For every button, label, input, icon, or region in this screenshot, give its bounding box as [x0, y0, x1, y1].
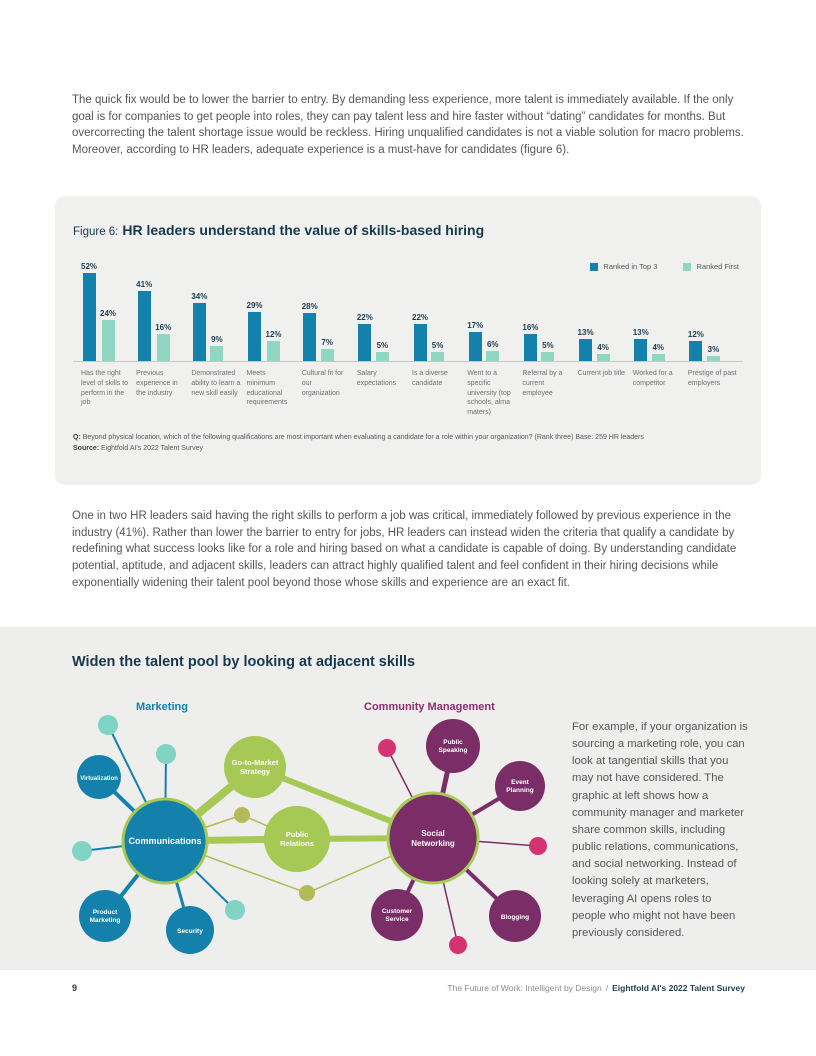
public-speaking-node [426, 719, 480, 773]
bar-group [81, 262, 136, 361]
bar [541, 352, 554, 361]
bar [707, 356, 720, 361]
bar-chart-categories [73, 369, 743, 418]
bar-chart [73, 250, 743, 362]
bar-value-label: 16% [522, 323, 539, 332]
marketing-group-label: Marketing [136, 701, 188, 713]
bar-group [412, 313, 467, 361]
bar-value-label: 5% [431, 341, 444, 350]
legend-label: Ranked First [696, 262, 739, 271]
bar-value-label: 29% [246, 301, 263, 310]
bar-value-label: 3% [707, 345, 720, 354]
bar-value-label: 52% [81, 262, 98, 271]
event-planning-node [495, 761, 545, 811]
bar-group [191, 292, 246, 361]
bar-category-label: Went to a specific university (top schools, alma maters) [467, 370, 511, 417]
figure-heading [55, 196, 761, 240]
bar-value-label: 7% [321, 338, 333, 347]
bar-category-label: Prestige of past employers [687, 370, 737, 387]
public-relations-label: Public [285, 830, 309, 839]
teal-dot [156, 744, 176, 764]
figure-source: Source: Eightfold AI's 2022 Talent Survey [73, 445, 204, 453]
bar [689, 341, 702, 361]
go-to-market-label: Strategy [239, 767, 271, 776]
bar-value-label: 13% [577, 328, 594, 337]
customer-service-node [371, 889, 423, 941]
bar-value-label: 34% [191, 292, 208, 301]
bar [83, 273, 96, 361]
bar [579, 339, 592, 361]
footer-separator: / [605, 983, 609, 993]
social-networking-label: Networking [411, 839, 455, 848]
security-label: Security [177, 928, 203, 935]
bar [414, 324, 427, 361]
analysis-paragraph: One in two HR leaders said having the right skills to perform a job was critical, immediately followed by previous experience in the industry (41%). Rather than lower the barrier to entry for jobs, HR leaders can instead widen the criteria that qualify a candidate by redefining what success looks like for a role and hiring based on what a candidate is capable of doing. By understanding candidate potential, aptitude, and adjacent skills, leaders can attract highly qualified talent and feel confident in their hiring decisions while exponentially widening their talent pool beyond those whose skills and experience are an exact fit. [72, 510, 737, 589]
product-marketing-node [79, 890, 131, 942]
blogging-label: Blogging [500, 914, 530, 921]
figure-title: HR leaders understand the value of skills-based hiring [122, 222, 485, 238]
bar-category-label: Current job title [577, 370, 626, 377]
go-to-market-label: Go-to-Market [231, 758, 279, 767]
bar [157, 334, 170, 361]
bar-category-label: Is a diverse candidate [412, 370, 448, 387]
bar [267, 341, 280, 361]
bar-value-label: 41% [136, 280, 153, 289]
pink-dot [378, 739, 396, 757]
bar [303, 313, 316, 361]
bar [138, 291, 151, 361]
bar-category-label: Previous experience in the industry [136, 370, 178, 397]
event-planning-label: Planning [506, 787, 534, 794]
bar-value-label: 4% [652, 343, 665, 352]
bar-value-label: 5% [376, 341, 389, 350]
product-marketing-label: Marketing [89, 917, 121, 924]
bar-group [302, 302, 357, 361]
bar [210, 346, 223, 361]
bar-category-label: Worked for a competitor [632, 370, 673, 387]
bar [248, 312, 261, 361]
virtualization-label: Virtualization [80, 776, 118, 782]
bar-chart-groups [81, 250, 743, 361]
customer-service-label: Customer [381, 908, 413, 915]
customer-service-label: Service [385, 916, 409, 923]
bar-value-label: 28% [301, 302, 318, 311]
bar [597, 354, 610, 361]
bar-value-label: 22% [412, 313, 429, 322]
teal-dot [98, 715, 118, 735]
bar-category-label: Demonstrated ability to learn a new skill easily [191, 370, 241, 397]
olive-dot [234, 807, 250, 823]
bar [486, 351, 499, 361]
footer-title [447, 983, 745, 993]
bar-category-label: Cultural fit for our organization [301, 370, 344, 397]
teal-dot [72, 841, 92, 861]
talent-pool-side-text: For example, if your organization is sourcing a marketing role, you can look at tangential skills that you may not have considered. The graphic at left shows how a community manager and marketer share common skills, including public relations, communications, and social networking. Instead of looking solely at marketers, leveraging AI opens roles to people who might not have been previously considered. [572, 721, 748, 939]
bar-value-label: 12% [687, 330, 704, 339]
bar-value-label: 16% [155, 323, 172, 332]
public-relations-label: Relations [280, 839, 314, 848]
bar [524, 334, 537, 361]
bar-value-label: 9% [211, 335, 223, 344]
bar [193, 303, 206, 361]
bar-group [578, 328, 633, 361]
bar-value-label: 12% [265, 330, 282, 339]
intro-paragraph: The quick fix would be to lower the barrier to entry. By demanding less experience, more talent is immediately available. If the only goal is for companies to get people into roles, they can pay talent less and hire faster without “dating” candidates for months. But overcorrecting the talent shortage issue would be reckless. Hiring unqualified candidates is not a viable solution for macro problems. Moreover, according to HR leaders, adequate experience is a must-have for candidates (figure 6). [72, 94, 744, 157]
talent-pool-title: Widen the talent pool by looking at adjacent skills [72, 654, 416, 670]
bar-category-label: Meets minimum educational requirements [246, 370, 288, 407]
product-marketing-label: Product [92, 909, 118, 916]
bar-group [136, 280, 191, 361]
social-networking-label: Social [421, 829, 445, 838]
bar [358, 324, 371, 361]
bar-category-label: Salary expectations [356, 370, 397, 387]
bar-value-label: 4% [597, 343, 609, 352]
legend-label: Ranked in Top 3 [603, 262, 658, 271]
skills-network-diagram [60, 713, 560, 965]
community-management-group-label: Community Management [364, 701, 495, 713]
figure-footnote [73, 432, 743, 454]
public-speaking-label: Public [443, 739, 463, 746]
footer-survey-title: Eightfold AI's 2022 Talent Survey [612, 983, 745, 993]
bar-group [357, 313, 412, 361]
pink-dot [529, 837, 547, 855]
teal-dot [225, 900, 245, 920]
footer-report-title: The Future of Work: Intelligent by Design [447, 983, 602, 993]
bar-value-label: 5% [542, 341, 554, 350]
event-planning-label: Event [511, 779, 529, 786]
bar [634, 339, 647, 361]
bar-group [467, 321, 522, 361]
bar-value-label: 24% [100, 309, 117, 318]
bar-group [633, 328, 688, 361]
bar [652, 354, 665, 361]
pink-dot [449, 936, 467, 954]
bar [321, 349, 334, 361]
bar-value-label: 13% [632, 328, 649, 337]
bar-category-label: Referral by a current employee [522, 370, 563, 397]
bar-value-label: 22% [356, 313, 373, 322]
bar-group [688, 330, 743, 361]
talent-pool-card [0, 627, 816, 970]
olive-dot [299, 885, 315, 901]
bar-value-label: 17% [467, 321, 484, 330]
bar [469, 332, 482, 361]
bar [376, 352, 389, 361]
social-networking-hub-node [388, 793, 478, 883]
bar-value-label: 6% [486, 340, 499, 349]
page-number: 9 [72, 983, 78, 993]
bar-category-label: Has the right level of skills to perform in the job [81, 370, 129, 407]
bar [102, 320, 115, 361]
figure-label: Figure 6: [73, 226, 119, 238]
public-speaking-label: Speaking [438, 747, 468, 754]
bar-group [247, 301, 302, 361]
communications-label: Communications [128, 836, 202, 846]
bar-group [522, 323, 577, 361]
figure-6-card [55, 196, 761, 485]
bar [431, 352, 444, 361]
figure-question: Q: Beyond physical location, which of the following qualifications are most important when evaluating a candidate for a role within your organization? (Rank three) Base: 259 HR leaders [73, 433, 644, 441]
